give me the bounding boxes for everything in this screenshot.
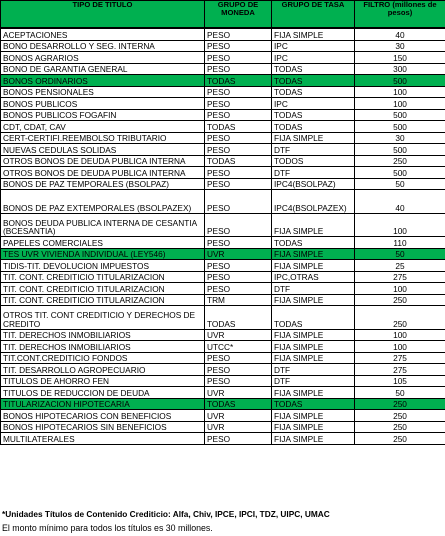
cell-grupo-moneda: UVR	[205, 421, 272, 433]
header-row	[1, 1, 445, 29]
cell-filtro: 30	[355, 40, 445, 52]
cell-tipo-titulo: BONOS AGRARIOS	[1, 52, 205, 64]
table-row	[1, 40, 445, 52]
cell-grupo-tasa: DTF	[272, 364, 355, 376]
table-row	[1, 294, 445, 306]
cell-grupo-tasa: FIJA SIMPLE	[272, 421, 355, 433]
cell-filtro: 500	[355, 121, 445, 133]
cell-filtro: 250	[355, 421, 445, 433]
header-filtro: FILTRO (millones de pesos)	[355, 1, 445, 29]
cell-filtro: 40	[355, 28, 445, 40]
table-row	[1, 433, 445, 445]
table-row	[1, 28, 445, 40]
cell-filtro: 275	[355, 271, 445, 283]
cell-filtro: 275	[355, 352, 445, 364]
cell-filtro: 110	[355, 237, 445, 249]
table-row	[1, 237, 445, 249]
cell-filtro: 40	[355, 190, 445, 214]
footnote-unidades: *Unidades Títulos de Contenido Crediticio: Alfa, Chiv, IPCE, IPCI, TDZ, UIPC, UMAC	[2, 509, 330, 519]
cell-grupo-tasa: FIJA SIMPLE	[272, 294, 355, 306]
cell-grupo-moneda: UVR	[205, 248, 272, 260]
table-row	[1, 121, 445, 133]
cell-tipo-titulo: BONOS PENSIONALES	[1, 86, 205, 98]
cell-filtro: 500	[355, 75, 445, 87]
cell-tipo-titulo: TIT. CONT. CREDITICIO TITULARIZACION	[1, 294, 205, 306]
table-row	[1, 75, 445, 87]
cell-grupo-tasa: DTF	[272, 375, 355, 387]
table-row	[1, 178, 445, 190]
cell-filtro: 300	[355, 63, 445, 75]
cell-grupo-moneda: TODAS	[205, 155, 272, 167]
table-row	[1, 63, 445, 75]
cell-filtro: 100	[355, 283, 445, 295]
cell-grupo-moneda: TODAS	[205, 398, 272, 410]
cell-filtro: 250	[355, 294, 445, 306]
cell-filtro: 250	[355, 410, 445, 422]
cell-grupo-tasa: TODAS	[272, 121, 355, 133]
cell-tipo-titulo: TIT. CONT. CREDITICIO TITULARIZACION	[1, 283, 205, 295]
cell-grupo-moneda: PESO	[205, 52, 272, 64]
cell-grupo-tasa: TODAS	[272, 75, 355, 87]
cell-filtro: 100	[355, 213, 445, 237]
cell-grupo-tasa: DTF	[272, 144, 355, 156]
cell-filtro: 25	[355, 260, 445, 272]
cell-grupo-tasa: DTF	[272, 283, 355, 295]
table-row	[1, 167, 445, 179]
table-row	[1, 155, 445, 167]
cell-tipo-titulo: BONOS HIPOTECARIOS SIN BENEFICIOS	[1, 421, 205, 433]
cell-filtro: 150	[355, 52, 445, 64]
cell-grupo-tasa: TODAS	[272, 237, 355, 249]
cell-grupo-moneda: PESO	[205, 144, 272, 156]
cell-grupo-moneda: PESO	[205, 237, 272, 249]
cell-grupo-tasa: TODAS	[272, 86, 355, 98]
cell-tipo-titulo: TIT. DESARROLLO AGROPECUARIO	[1, 364, 205, 376]
header-tipo-titulo: TIPO DE TITULO	[1, 1, 205, 29]
cell-grupo-moneda: PESO	[205, 352, 272, 364]
cell-grupo-moneda: TRM	[205, 294, 272, 306]
cell-grupo-tasa: FIJA SIMPLE	[272, 352, 355, 364]
cell-tipo-titulo: OTROS BONOS DE DEUDA PUBLICA INTERNA	[1, 167, 205, 179]
cell-tipo-titulo: BONO DE GARANTIA GENERAL	[1, 63, 205, 75]
cell-grupo-tasa: FIJA SIMPLE	[272, 410, 355, 422]
cell-filtro: 100	[355, 329, 445, 341]
table-row	[1, 260, 445, 272]
cell-tipo-titulo: BONOS DEUDA PUBLICA INTERNA DE CESANTIA (BCESANTIA)	[1, 213, 205, 237]
cell-tipo-titulo: CDT, CDAT, CAV	[1, 121, 205, 133]
cell-grupo-tasa: TODAS	[272, 63, 355, 75]
cell-filtro: 50	[355, 387, 445, 399]
cell-grupo-moneda: PESO	[205, 40, 272, 52]
cell-tipo-titulo: TITULOS DE REDUCCION DE DEUDA	[1, 387, 205, 399]
table-row	[1, 364, 445, 376]
cell-grupo-moneda: PESO	[205, 375, 272, 387]
header-grupo-moneda: GRUPO DE MONEDA	[205, 1, 272, 29]
cell-grupo-tasa: FIJA SIMPLE	[272, 329, 355, 341]
cell-grupo-tasa: IPC	[272, 52, 355, 64]
table-row	[1, 410, 445, 422]
cell-tipo-titulo: CERT-CERTIFI.REEMBOLSO TRIBUTARIO	[1, 132, 205, 144]
cell-grupo-moneda: PESO	[205, 178, 272, 190]
cell-grupo-moneda: PESO	[205, 86, 272, 98]
cell-grupo-moneda: PESO	[205, 63, 272, 75]
cell-grupo-moneda: UVR	[205, 387, 272, 399]
cell-grupo-tasa: FIJA SIMPLE	[272, 132, 355, 144]
cell-tipo-titulo: TITULARIZACION HIPOTECARIA	[1, 398, 205, 410]
cell-grupo-moneda: PESO	[205, 364, 272, 376]
cell-tipo-titulo: MULTILATERALES	[1, 433, 205, 445]
cell-grupo-tasa: IPC4(BSOLPAZEX)	[272, 190, 355, 214]
table-row	[1, 109, 445, 121]
table-row	[1, 375, 445, 387]
cell-grupo-tasa: IPC	[272, 40, 355, 52]
cell-grupo-tasa: IPC,OTRAS	[272, 271, 355, 283]
cell-grupo-moneda: PESO	[205, 28, 272, 40]
table-row	[1, 341, 445, 353]
table-row	[1, 387, 445, 399]
cell-grupo-moneda: PESO	[205, 167, 272, 179]
table-row	[1, 271, 445, 283]
cell-grupo-tasa: TODOS	[272, 155, 355, 167]
cell-filtro: 500	[355, 144, 445, 156]
cell-grupo-tasa: DTF	[272, 167, 355, 179]
cell-grupo-moneda: PESO	[205, 260, 272, 272]
cell-tipo-titulo: OTROS BONOS DE DEUDA PUBLICA INTERNA	[1, 155, 205, 167]
cell-filtro: 500	[355, 167, 445, 179]
cell-grupo-tasa: FIJA SIMPLE	[272, 433, 355, 445]
cell-grupo-moneda: PESO	[205, 98, 272, 110]
cell-grupo-moneda: UVR	[205, 410, 272, 422]
cell-tipo-titulo: ACEPTACIONES	[1, 28, 205, 40]
table-row	[1, 329, 445, 341]
cell-tipo-titulo: TIDIS-TIT. DEVOLUCION IMPUESTOS	[1, 260, 205, 272]
cell-grupo-tasa: FIJA SIMPLE	[272, 248, 355, 260]
cell-grupo-tasa: FIJA SIMPLE	[272, 260, 355, 272]
cell-tipo-titulo: TIT. DERECHOS INMOBILIARIOS	[1, 341, 205, 353]
cell-grupo-moneda: PESO	[205, 190, 272, 214]
cell-filtro: 50	[355, 178, 445, 190]
cell-grupo-tasa: TODAS	[272, 109, 355, 121]
cell-grupo-tasa: FIJA SIMPLE	[272, 387, 355, 399]
cell-filtro: 250	[355, 398, 445, 410]
table-row	[1, 398, 445, 410]
cell-filtro: 250	[355, 306, 445, 330]
cell-grupo-moneda: UTCC*	[205, 341, 272, 353]
table-row	[1, 190, 445, 214]
cell-filtro: 275	[355, 364, 445, 376]
cell-grupo-tasa: TODAS	[272, 398, 355, 410]
cell-filtro: 250	[355, 155, 445, 167]
table-body	[1, 28, 445, 444]
cell-filtro: 100	[355, 341, 445, 353]
cell-grupo-moneda: PESO	[205, 433, 272, 445]
table-row	[1, 132, 445, 144]
table-row	[1, 144, 445, 156]
cell-grupo-tasa: FIJA SIMPLE	[272, 213, 355, 237]
cell-tipo-titulo: BONOS ORDINARIOS	[1, 75, 205, 87]
cell-tipo-titulo: BONOS DE PAZ TEMPORALES (BSOLPAZ)	[1, 178, 205, 190]
cell-filtro: 500	[355, 109, 445, 121]
footnote-monto-minimo: El monto mínimo para todos los títulos es 30 millones.	[2, 523, 213, 533]
cell-filtro: 100	[355, 98, 445, 110]
cell-filtro: 105	[355, 375, 445, 387]
cell-filtro: 100	[355, 86, 445, 98]
cell-tipo-titulo: TIT.CONT.CREDITICIO FONDOS	[1, 352, 205, 364]
cell-tipo-titulo: BONOS DE PAZ EXTEMPORALES (BSOLPAZEX)	[1, 190, 205, 214]
cell-grupo-moneda: UVR	[205, 329, 272, 341]
cell-filtro: 30	[355, 132, 445, 144]
cell-grupo-moneda: PESO	[205, 213, 272, 237]
table-row	[1, 98, 445, 110]
table-row	[1, 306, 445, 330]
cell-grupo-moneda: TODAS	[205, 306, 272, 330]
table-row	[1, 283, 445, 295]
cell-tipo-titulo: TIT. DERECHOS INMOBILIARIOS	[1, 329, 205, 341]
table-row	[1, 213, 445, 237]
cell-grupo-moneda: PESO	[205, 283, 272, 295]
cell-grupo-moneda: TODAS	[205, 121, 272, 133]
cell-grupo-moneda: PESO	[205, 132, 272, 144]
cell-grupo-tasa: FIJA SIMPLE	[272, 341, 355, 353]
table-row	[1, 86, 445, 98]
cell-grupo-moneda: PESO	[205, 271, 272, 283]
cell-tipo-titulo: NUEVAS CEDULAS SOLIDAS	[1, 144, 205, 156]
cell-tipo-titulo: PAPELES COMERCIALES	[1, 237, 205, 249]
cell-grupo-moneda: PESO	[205, 109, 272, 121]
cell-grupo-tasa: IPC4(BSOLPAZ)	[272, 178, 355, 190]
cell-grupo-tasa: FIJA SIMPLE	[272, 28, 355, 40]
table-row	[1, 248, 445, 260]
cell-tipo-titulo: BONOS PUBLICOS FOGAFIN	[1, 109, 205, 121]
table-row	[1, 421, 445, 433]
cell-tipo-titulo: OTROS TIT. CONT CREDITICIO Y DERECHOS DE CREDITO	[1, 306, 205, 330]
cell-grupo-tasa: IPC	[272, 98, 355, 110]
cell-tipo-titulo: TIT. CONT. CREDITICIO TITULARIZACION	[1, 271, 205, 283]
cell-filtro: 250	[355, 433, 445, 445]
table-row	[1, 52, 445, 64]
cell-grupo-tasa: TODAS	[272, 306, 355, 330]
cell-grupo-moneda: TODAS	[205, 75, 272, 87]
header-grupo-tasa: GRUPO DE TASA	[272, 1, 355, 29]
cell-tipo-titulo: BONOS HIPOTECARIOS CON BENEFICIOS	[1, 410, 205, 422]
table-row	[1, 352, 445, 364]
cell-tipo-titulo: TES UVR VIVIENDA INDIVIDUAL (LEY546)	[1, 248, 205, 260]
cell-tipo-titulo: BONO DESARROLLO Y SEG. INTERNA	[1, 40, 205, 52]
cell-filtro: 50	[355, 248, 445, 260]
cell-tipo-titulo: TITULOS DE AHORRO FEN	[1, 375, 205, 387]
cell-tipo-titulo: BONOS PUBLICOS	[1, 98, 205, 110]
